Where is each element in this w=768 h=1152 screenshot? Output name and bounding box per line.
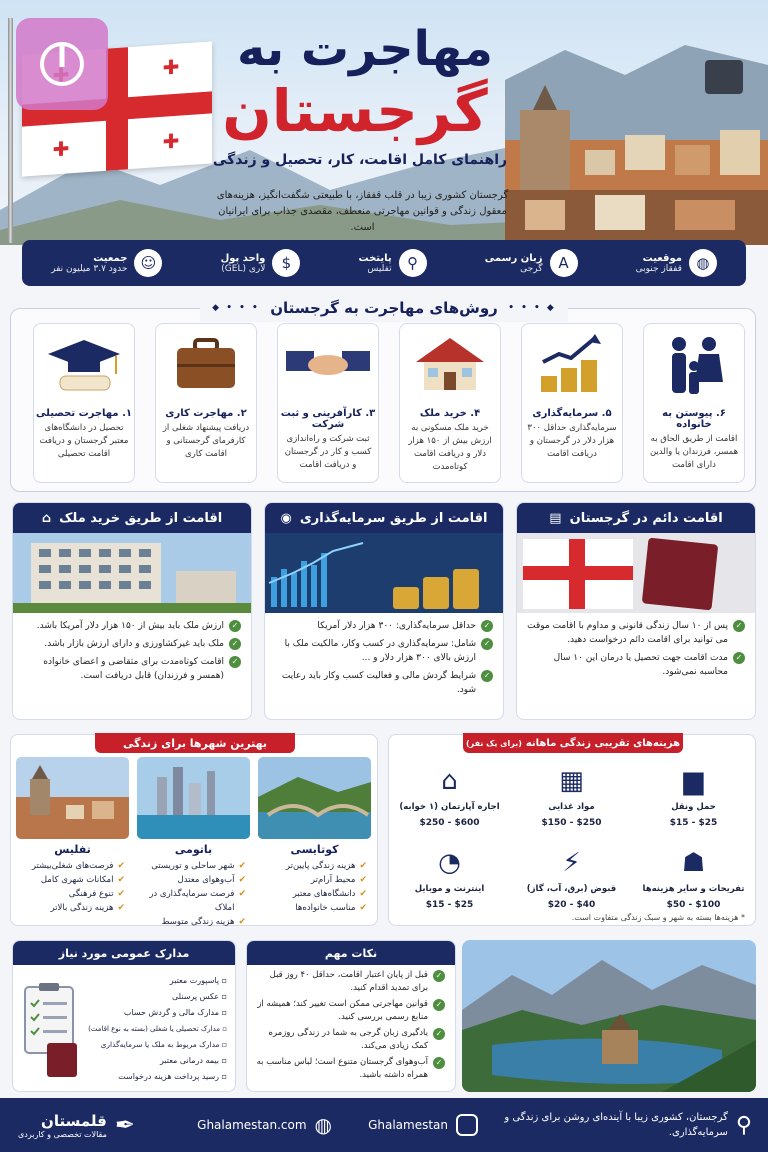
- list-item-text: پاسپورت معتبر: [169, 976, 220, 985]
- method-card-work: [155, 323, 257, 483]
- list-item: ▫ مدارک تحصیلی یا شغلی (بسته به نوع اقامت): [88, 1025, 227, 1033]
- footer: [0, 1098, 768, 1152]
- check-icon: ✓: [229, 638, 241, 650]
- leisure-icon: ☗: [681, 848, 706, 878]
- check-icon: ✓: [229, 620, 241, 632]
- list-item: ▫ عکس پرسنلی: [172, 992, 227, 1001]
- mountain-lake-monastery-image: [462, 940, 756, 1092]
- list-item: [525, 619, 745, 647]
- location-pin-icon: ⚲: [735, 1112, 752, 1138]
- footer-brand: [18, 1111, 135, 1139]
- list-item-text: امکانات شهری کامل: [40, 875, 114, 885]
- method-card-property: [399, 323, 501, 483]
- check-icon: ✓: [733, 620, 745, 632]
- city-name: تفلیس: [54, 843, 91, 856]
- panel-header: [265, 503, 503, 533]
- city-name: کوتایسی: [290, 843, 339, 856]
- website-link[interactable]: Ghalamestan.com: [197, 1118, 307, 1132]
- home-icon: ⌂: [41, 510, 52, 526]
- methods-section-header: ◆ • • • روش‌های مهاجرت به گرجستان • • • ◆: [200, 294, 568, 322]
- handshake-icon: [278, 324, 378, 404]
- list-item: ▫ مدارک مالی و گردش حساب: [123, 1008, 227, 1017]
- investment-residency-panel: [264, 502, 504, 720]
- panel-title: اقامت از طریق خرید ملک: [59, 510, 223, 526]
- panel-header: [13, 503, 251, 533]
- list-item: ✔ هزینه زندگی بالاتر: [50, 903, 125, 913]
- cost-name: مواد غذایی: [548, 802, 595, 812]
- fact-population: [51, 249, 162, 277]
- apartment-icon: ⌂: [441, 766, 458, 796]
- list-item-text: تنوع فرهنگی: [68, 889, 114, 899]
- cost-range: $15 - $25: [669, 818, 718, 828]
- list-item: ✔ تنوع فرهنگی: [68, 889, 125, 899]
- property-list: [13, 613, 251, 683]
- required-documents-panel: [12, 940, 236, 1092]
- list-item: ✔ دانشگاه‌های معتبر: [292, 889, 367, 899]
- list-item-text: حداقل سرمایه‌گذاری: ۳۰۰ هزار دلار آمریکا: [317, 621, 476, 631]
- city-card-kutaisi: [258, 757, 371, 915]
- list-item-text: آب‌وهوای گرجستان متنوع است؛ لباس مناسب به همراه داشته باشید.: [256, 1057, 428, 1080]
- globe-icon: ◍: [314, 1113, 332, 1137]
- apartment-building-image: [13, 533, 251, 613]
- list-item-text: محیط آرام‌تر: [310, 875, 356, 885]
- method-desc: دریافت پیشنهاد شغلی از کارفرمای گرجستانی و اقامت کاری: [162, 423, 250, 459]
- check-icon: ✓: [433, 1028, 445, 1040]
- panel-title: اقامت از طریق سرمایه‌گذاری: [299, 510, 488, 526]
- flag-pole: [8, 18, 13, 243]
- cost-utilities: [514, 845, 629, 910]
- fact-value: حدود ۳.۷ میلیون نفر: [51, 263, 128, 274]
- fact-value: لاری (GEL): [221, 263, 266, 274]
- check-icon: ✓: [481, 620, 493, 632]
- cost-leisure: [636, 845, 751, 910]
- best-cities-section: [10, 734, 378, 926]
- tbilisi-image: [16, 757, 129, 839]
- list-item-text: ملک باید غیرکشاورزی و دارای ارزش بازار باشد.: [44, 639, 224, 649]
- panel-header: [517, 503, 755, 533]
- methods-title: روش‌های مهاجرت به گرجستان: [270, 299, 498, 317]
- fact-label: جمعیت: [93, 252, 128, 264]
- documents-title: مدارک عمومی مورد نیاز: [13, 941, 235, 965]
- slogan-text: گرجستان، کشوری زیبا با آینده‌ای روشن برای زندگی و سرمایه‌گذاری.: [504, 1112, 728, 1138]
- permanent-residency-panel: [516, 502, 756, 720]
- list-item-text: مدارک مالی و گردش حساب: [123, 1008, 220, 1017]
- list-item: ✔ مناسب خانواده‌ها: [295, 903, 367, 913]
- wifi-icon: ◔: [438, 848, 461, 878]
- list-item: [255, 1056, 445, 1082]
- brand-badge-icon: [16, 18, 108, 110]
- list-item: ▫ پاسپورت معتبر: [169, 976, 227, 985]
- list-item: [21, 655, 241, 683]
- check-icon: ✓: [229, 656, 241, 668]
- fact-value: تفلیس: [367, 263, 392, 274]
- list-item: [255, 998, 445, 1024]
- bus-icon: ▆: [683, 766, 704, 796]
- list-item: ▫ مدارک مربوط به ملک یا سرمایه‌گذاری: [100, 1040, 227, 1049]
- cable-car-icon: [705, 60, 743, 94]
- list-item-text: شامل: سرمایه‌گذاری در کسب وکار، مالکیت ملک با ارزش بالای ۳۰۰ هزار دلار و ...: [284, 639, 476, 663]
- living-costs-section: [388, 734, 756, 926]
- location-pin-icon: ⚲: [399, 249, 427, 277]
- coins-icon: ◉: [280, 510, 292, 526]
- list-item-text: آب‌وهوای معتدل: [177, 875, 235, 885]
- fact-label: واحد پول: [220, 252, 266, 264]
- list-item-text: ارزش ملک باید بیش از ۱۵۰ هزار دلار آمریکا باشد.: [36, 621, 224, 631]
- country-facts-bar: [22, 240, 746, 286]
- list-item-text: هزینه زندگی بالاتر: [50, 903, 114, 913]
- fact-capital: [359, 249, 427, 277]
- cost-groceries: [514, 763, 629, 828]
- check-icon: ✓: [481, 670, 493, 682]
- list-item: [273, 619, 493, 633]
- list-item-text: اقامت کوتاه‌مدت برای متقاضی و اعضای خانواده (همسر و فرزندان) قابل دریافت است.: [43, 657, 224, 681]
- cost-name: اجاره آپارتمان (۱ خوابه): [399, 802, 500, 812]
- intro-text: گرجستان کشوری زیبا در قلب قفقاز، با طبیعتی شگفت‌انگیز، هزینه‌های معقول زندگی و قوانین مهاجرتی منعطف، مقصدی جذاب برای ایرانیان است.: [216, 190, 509, 233]
- list-item-text: شهر ساحلی و توریستی: [151, 861, 235, 871]
- check-icon: ✓: [481, 638, 493, 650]
- city-points: [16, 856, 129, 915]
- costs-title: هزینه‌های تقریبی زندگی ماهانه: [525, 737, 681, 749]
- notes-list: [247, 965, 455, 1082]
- cost-range: $20 - $40: [547, 900, 596, 910]
- method-desc: تحصیل در دانشگاه‌های معتبر گرجستان و دریافت اقامت تحصیلی: [39, 423, 129, 459]
- list-item-text: هزینه زندگی متوسط: [161, 917, 235, 927]
- cost-rent: [392, 763, 507, 828]
- check-icon: ✓: [733, 652, 745, 664]
- document-icon: ▤: [549, 510, 562, 526]
- instagram-handle[interactable]: Ghalamestan: [368, 1118, 448, 1132]
- list-item-text: پس از ۱۰ سال زندگی قانونی و مداوم با اقامت موقت می توانید برای اقامت دائم درخواست دهید.: [527, 621, 728, 645]
- family-icon: [644, 324, 744, 404]
- investment-chart-icon: [522, 324, 622, 404]
- method-title: ۶. پیوستن به خانواده: [662, 408, 726, 430]
- city-points: [258, 856, 371, 915]
- method-desc: ثبت شرکت و راه‌اندازی کسب و کار در گرجستان و دریافت اقامت: [284, 434, 372, 470]
- cost-transport: [636, 763, 751, 828]
- fact-label: موقعیت: [642, 252, 682, 264]
- cities-title: بهترین شهرها برای زندگی: [95, 733, 295, 753]
- list-item: ✔ محیط آرام‌تر: [310, 875, 367, 885]
- georgia-flag: ✚ ✚ ✚: [22, 41, 212, 176]
- method-title: ۲. مهاجرت کاری: [165, 408, 247, 419]
- panel-title: اقامت دائم در گرجستان: [569, 510, 723, 526]
- list-item-text: قبل از پایان اعتبار اقامت، حداقل ۴۰ روز قبل برای تمدید اقدام کنید.: [269, 970, 428, 993]
- method-desc: اقامت از طریق الحاق به همسر، فرزندان یا والدین دارای اقامت: [649, 434, 739, 470]
- list-item-text: هزینه زندگی پایین‌تر: [285, 861, 356, 871]
- list-item-text: فرصت‌های شغلی‌بیشتر: [31, 861, 114, 871]
- list-item-text: مدارک تحصیلی یا شغلی (بسته به نوع اقامت): [88, 1025, 221, 1033]
- cost-range: $150 - $250: [541, 818, 602, 828]
- list-item-text: رسید پرداخت هزینه درخواست: [118, 1072, 220, 1081]
- list-item: [525, 651, 745, 679]
- method-desc: خرید ملک مسکونی به ارزش بیش از ۱۵۰ هزار دلار و دریافت اقامت کوتاه‌مدت: [408, 423, 492, 472]
- method-title: ۱. مهاجرت تحصیلی: [36, 408, 132, 419]
- costs-footnote: * هزینه‌ها بسته به شهر و سبک زندگی متفاوت است.: [571, 913, 745, 922]
- people-icon: ☺: [134, 249, 162, 277]
- city-name: باتومی: [174, 843, 213, 856]
- graduation-cap-icon: [34, 324, 134, 404]
- property-residency-panel: [12, 502, 252, 720]
- currency-icon: $: [272, 249, 300, 277]
- list-item: ✔ آب‌وهوای معتدل: [177, 875, 246, 885]
- list-item-text: عکس پرسنلی: [172, 992, 220, 1001]
- permanent-list: [517, 613, 755, 679]
- list-item-text: مناسب خانواده‌ها: [295, 903, 356, 913]
- method-card-business: [277, 323, 379, 483]
- flag-passport-image: [517, 533, 755, 613]
- page-title-line2: گرجستان: [222, 77, 488, 145]
- footer-slogan: [502, 1110, 752, 1140]
- list-item: ✔ امکانات شهری کامل: [40, 875, 125, 885]
- checklist-clipboard-icon: [21, 981, 83, 1077]
- list-item-text: بیمه درمانی معتبر: [159, 1056, 220, 1065]
- list-item-text: فرصت سرمایه‌گذاری در املاک: [149, 889, 235, 913]
- important-notes-panel: [246, 940, 456, 1092]
- cost-name: قبوض (برق، آب، گاز): [526, 884, 617, 894]
- method-title: ۴. خرید ملک: [419, 408, 481, 419]
- method-desc: سرمایه‌گذاری حداقل ۳۰۰ هزار دلار در گرجستان و دریافت اقامت: [527, 423, 617, 459]
- list-item-text: یادگیری زبان گرجی به شما در زندگی روزمره کمک زیادی می‌کند.: [268, 1028, 428, 1051]
- cost-name: حمل ونقل: [671, 802, 716, 812]
- list-item-text: قوانین مهاجرتی ممکن است تغییر کند؛ همیشه از منابع رسمی بررسی کنید.: [257, 999, 428, 1022]
- city-card-batumi: [137, 757, 250, 929]
- list-item: [255, 1027, 445, 1053]
- check-icon: ✓: [433, 999, 445, 1011]
- list-item: [21, 637, 241, 651]
- city-card-tbilisi: [16, 757, 129, 915]
- method-title: ۳. کارآفرینی و ثبت شرکت: [280, 408, 376, 430]
- instagram-icon: [456, 1114, 478, 1136]
- list-item-text: مدت اقامت جهت تحصیل یا درمان این ۱۰ سال محاسبه نمی‌شود.: [553, 653, 728, 677]
- footer-instagram[interactable]: [368, 1114, 478, 1136]
- fact-value: گرجی: [520, 263, 543, 274]
- fact-label: پایتخت: [358, 252, 392, 264]
- fact-value: قفقاز جنوبی: [635, 263, 682, 274]
- cost-range: $15 - $25: [425, 900, 474, 910]
- cost-range: $50 - $100: [666, 900, 721, 910]
- grocery-basket-icon: ▦: [559, 766, 584, 796]
- check-icon: ✓: [433, 970, 445, 982]
- globe-icon: ◍: [689, 249, 717, 277]
- cost-internet: [392, 845, 507, 910]
- list-item-text: شرایط گردش مالی و فعالیت کسب وکار باید رعایت شود.: [281, 671, 476, 695]
- list-item: ✔ هزینه زندگی متوسط: [161, 917, 246, 927]
- brand-name: قلمستان: [41, 1111, 107, 1130]
- kutaisi-image: [258, 757, 371, 839]
- hero-banner: [0, 0, 768, 245]
- fact-label: زبان رسمی: [484, 252, 543, 264]
- page-title-line1: مهاجرت به: [237, 21, 493, 77]
- brand-tagline: مقالات تخصصی و کاربردی: [18, 1129, 107, 1139]
- method-card-investment: [521, 323, 623, 483]
- cost-name: اینترنت و موبایل: [414, 884, 485, 894]
- list-item: ▫ بیمه درمانی معتبر: [159, 1056, 227, 1065]
- house-icon: [400, 324, 500, 404]
- utilities-icon: ⚡: [562, 848, 581, 878]
- notes-title: نکات مهم: [247, 941, 455, 965]
- check-icon: ✓: [433, 1057, 445, 1069]
- list-item-text: دانشگاه‌های معتبر: [292, 889, 356, 899]
- list-item: [21, 619, 241, 633]
- list-item: ✔ شهر ساحلی و توریستی: [151, 861, 246, 871]
- city-points: [137, 856, 250, 929]
- method-card-study: [33, 323, 135, 483]
- documents-list: [87, 973, 227, 1085]
- list-item: ✔ هزینه زندگی پایین‌تر: [285, 861, 367, 871]
- batumi-image: [137, 757, 250, 839]
- fact-currency: [221, 249, 301, 277]
- costs-title-note: (برای یک نفر): [465, 738, 522, 748]
- briefcase-icon: [156, 324, 256, 404]
- list-item: [273, 637, 493, 665]
- cost-name: تفریحات و سایر هزینه‌ها: [642, 884, 745, 894]
- method-card-family: [643, 323, 745, 483]
- list-item: ▫ رسید پرداخت هزینه درخواست: [118, 1072, 227, 1081]
- list-item-text: مدارک مربوط به ملک یا سرمایه‌گذاری: [100, 1040, 220, 1049]
- list-item: [273, 669, 493, 697]
- method-title: ۵. سرمایه‌گذاری: [532, 408, 612, 419]
- list-item: ✔ فرصت سرمایه‌گذاری در املاک: [141, 887, 246, 915]
- page-subtitle: راهنمای کامل اقامت، کار، تحصیل و زندگی: [212, 152, 508, 168]
- list-item: [255, 969, 445, 995]
- list-item: ✔ فرصت‌های شغلی‌بیشتر: [31, 861, 125, 871]
- feather-pen-icon: ✒: [114, 1111, 135, 1139]
- footer-website[interactable]: [197, 1113, 332, 1137]
- costs-title-bar: [463, 733, 683, 753]
- immigration-methods-section: [10, 308, 756, 492]
- investment-chart-image: [265, 533, 503, 613]
- fact-language: [485, 249, 578, 277]
- language-icon: A: [550, 249, 578, 277]
- cost-range: $250 - $600: [419, 818, 480, 828]
- fact-location: [636, 249, 717, 277]
- investment-list: [265, 613, 503, 697]
